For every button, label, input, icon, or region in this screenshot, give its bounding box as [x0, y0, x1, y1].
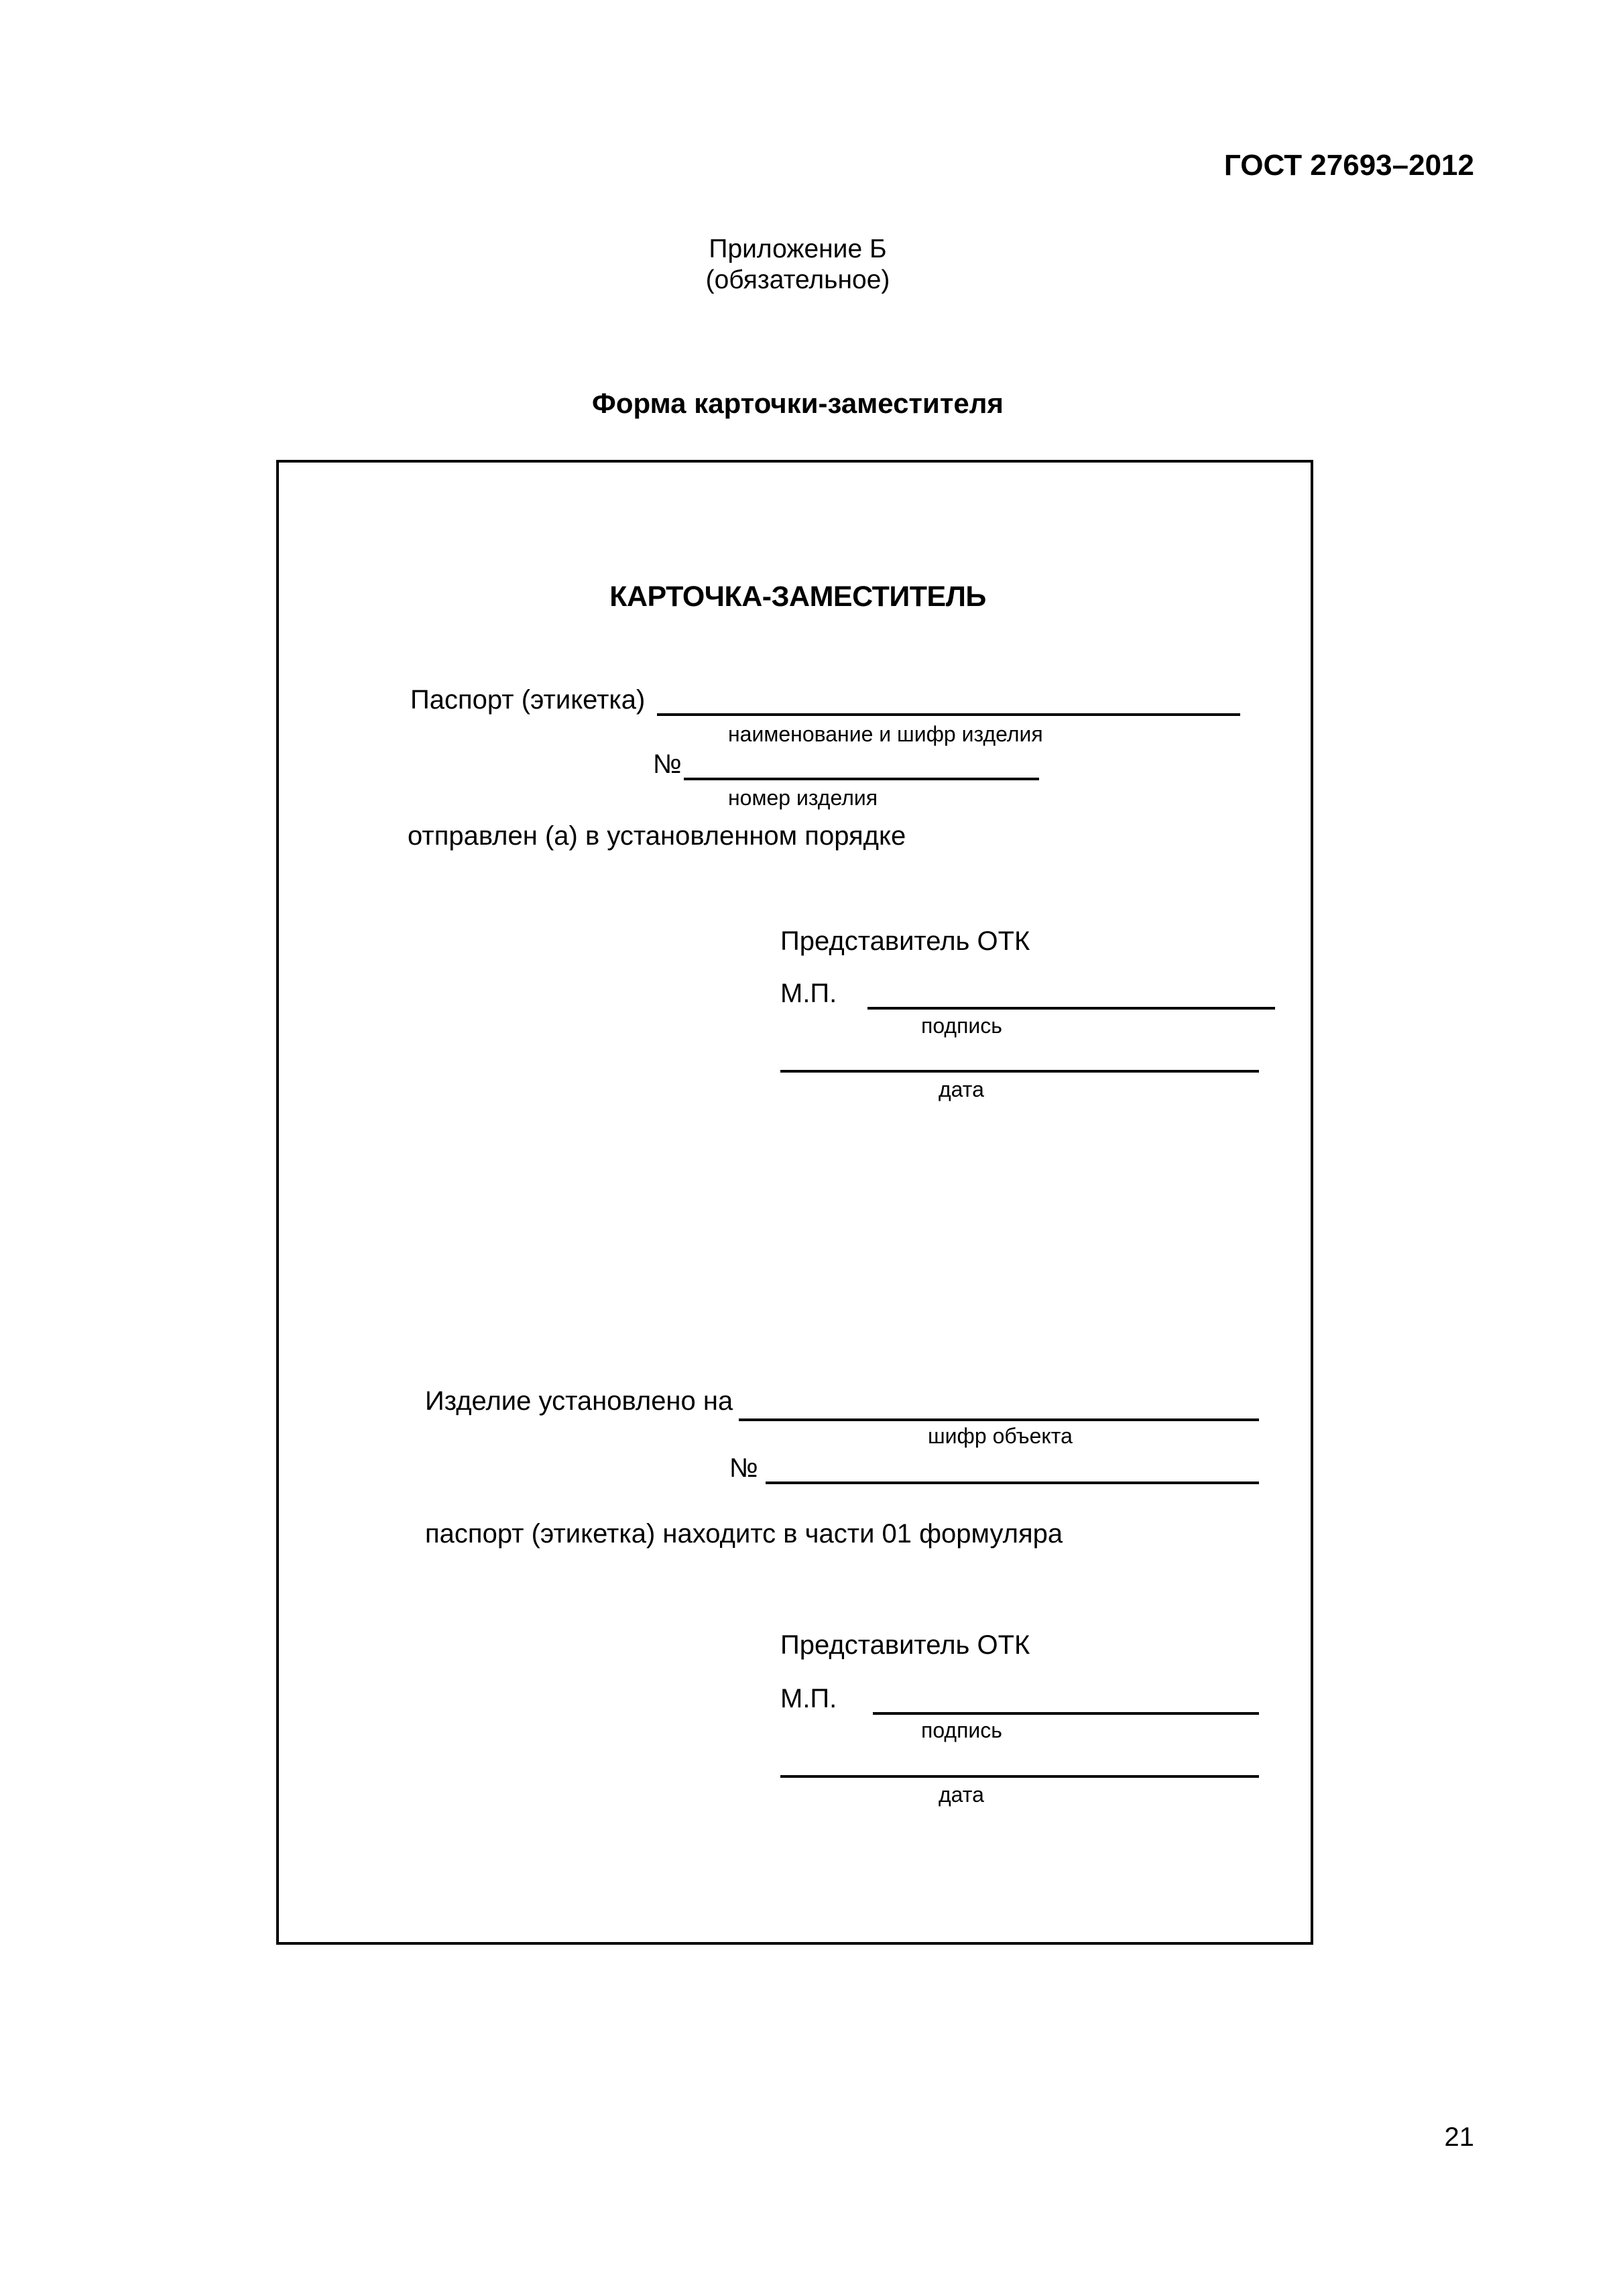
standard-number: ГОСТ 27693–2012 [1223, 149, 1474, 182]
object-number-field-line [766, 1482, 1259, 1484]
product-number-caption: номер изделия [728, 786, 878, 810]
card-title: КАРТОЧКА-ЗАМЕСТИТЕЛЬ [609, 581, 986, 613]
product-number-field-line [684, 778, 1039, 780]
form-title: Форма карточки-заместителя [592, 387, 1004, 419]
appendix-status: (обязательное) [705, 265, 890, 294]
signature-caption-1: подпись [921, 1014, 1002, 1038]
signature-field-line-2 [873, 1712, 1259, 1715]
signature-field-line-1 [867, 1007, 1275, 1010]
otk-representative-1: Представитель ОТК [780, 926, 1030, 956]
stamp-label-2: М.П. [780, 1684, 837, 1713]
card-frame [276, 460, 1313, 1945]
product-name-caption: наименование и шифр изделия [728, 722, 1043, 746]
number-sign: № [653, 749, 682, 779]
page-number: 21 [1444, 2122, 1474, 2152]
signature-caption-2: подпись [921, 1718, 1002, 1742]
date-field-line-2 [780, 1775, 1259, 1778]
number-sign-2: № [729, 1453, 758, 1483]
appendix-title: Приложение Б [709, 235, 887, 263]
sent-text: отправлен (а) в установленном порядке [408, 821, 906, 851]
date-field-line-1 [780, 1070, 1259, 1073]
stamp-label-1: М.П. [780, 979, 837, 1008]
passport-label: Паспорт (этикетка) [410, 685, 646, 715]
installed-label: Изделие установлено на [425, 1386, 733, 1416]
object-code-caption: шифр объекта [928, 1424, 1073, 1448]
passport-location-text: паспорт (этикетка) находитс в части 01 формуляра [425, 1519, 1063, 1549]
date-caption-1: дата [939, 1077, 984, 1101]
object-code-field-line [739, 1418, 1259, 1421]
date-caption-2: дата [939, 1783, 984, 1807]
otk-representative-2: Представитель ОТК [780, 1630, 1030, 1660]
product-name-field-line [657, 713, 1240, 716]
